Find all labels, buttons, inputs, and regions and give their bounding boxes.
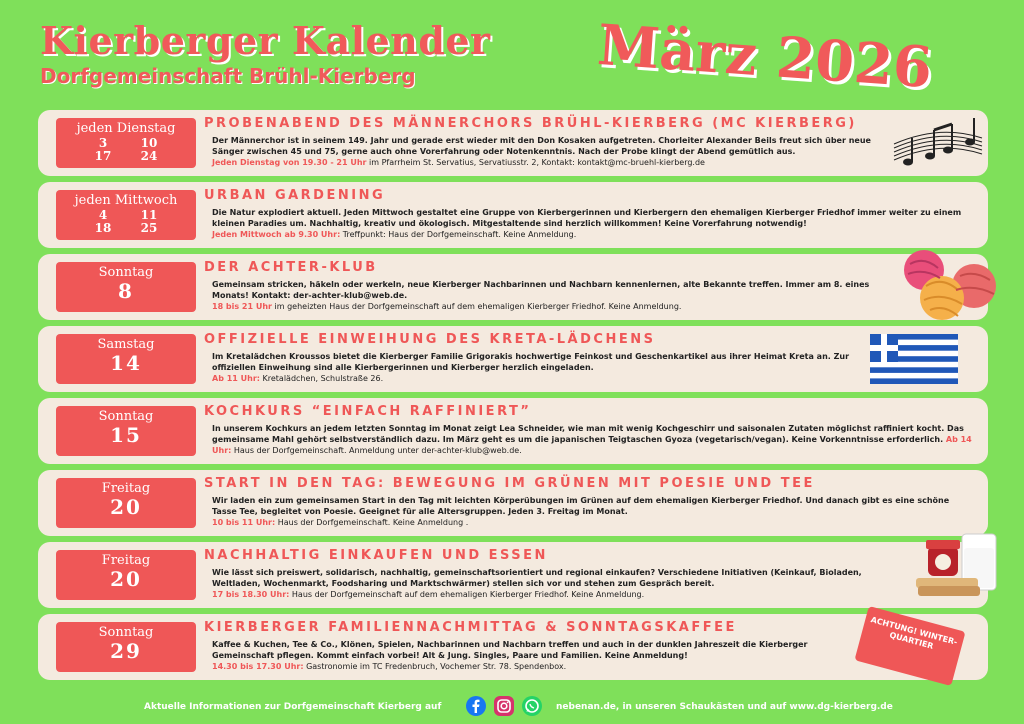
event-info: Gastronomie im TC Fredenbruch, Vochemer Str. 78. Spendenbox.	[303, 662, 567, 671]
event-title: URBAN GARDENING	[204, 188, 386, 203]
event-card	[38, 254, 988, 320]
event-day: 20	[110, 495, 142, 519]
event-description: Wie lässt sich preiswert, solidarisch, nachhaltig, gemeinschaftsorientiert und regional einkaufen? Verschiedene Initiativen (Keinkauf, Bioladen, Weltladen, Wochenmarkt, Foodsharing und Marktschwärmer) stellen sich vor und stehen zum Gespräch bereit.	[212, 568, 862, 588]
event-time: Jeden Mittwoch ab 9.30 Uhr:	[212, 230, 341, 239]
event-title: KIERBERGER FAMILIENNACHMITTAG & SONNTAGSKAFFEE	[204, 620, 737, 635]
event-title: DER ACHTER-KLUB	[204, 260, 378, 275]
event-body	[212, 351, 892, 384]
event-list	[38, 110, 988, 686]
event-description: In unserem Kochkurs an jedem letzten Sonntag im Monat zeigt Lea Schneider, wie man mit wenig Kochgeschirr und saisonalen Zutaten möglichst raffiniert kocht. Das gemeinsame Mahl gehört selbstverständlich dazu. Im März geht es um die japanischen Teigtaschen Gyoza (vegetarisch/vegan). Keine Vorkenntnisse erforderlich.	[212, 424, 964, 444]
event-date-grid	[56, 208, 196, 235]
event-info: im Pfarrheim St. Servatius, Servatiusstr. 2, Kontakt: kontakt@mc-bruehl-kierberg.de	[366, 158, 705, 167]
event-date-label: Sonntag	[98, 625, 154, 640]
event-title: KOCHKURS “EINFACH RAFFINIERT”	[204, 404, 532, 419]
event-date-label: Samstag	[97, 337, 155, 352]
event-date-box	[56, 334, 196, 384]
event-card	[38, 614, 988, 680]
instagram-icon[interactable]	[494, 696, 514, 716]
event-time: 17 bis 18.30 Uhr:	[212, 590, 290, 599]
event-date-value: 4	[98, 208, 108, 222]
yarn-balls-icon	[896, 246, 1000, 326]
event-date-grid	[56, 136, 196, 163]
event-date-box	[56, 118, 196, 168]
event-date-label: Sonntag	[98, 409, 154, 424]
footer-text-left: Aktuelle Informationen zur Dorfgemeinschaft Kierberg auf	[144, 702, 442, 712]
event-description: Im Kretalädchen Kroussos bietet die Kierberger Familie Grigorakis hochwertige Feinkost und Geschenkartikel aus ihrer Heimat Kreta an. Zur offiziellen Einweihung sind alle Kierbergerinnen und Kierberger herzlich eingeladen.	[212, 352, 850, 372]
event-date-label: Freitag	[101, 553, 151, 568]
month-title: März 2026	[595, 12, 935, 102]
whatsapp-icon[interactable]	[522, 696, 542, 716]
event-description: Wir laden ein zum gemeinsamen Start in den Tag mit leichten Körperübungen im Grünen auf dem ehemaligen Kierberger Friedhof. Und danach gibt es eine schöne Tasse Tee, begleitet von Poesie. Geeignet für alle Altersgruppen. Jeden 3. Freitag im Monat.	[212, 496, 950, 516]
event-date-box	[56, 478, 196, 528]
event-description: Der Männerchor ist in seinem 149. Jahr und gerade erst wieder mit den Don Kosaken aufgetreten. Chorleiter Alexander Beils freut sich über neue Sänger zwischen 45 und 75, gerne auch ohne Vorerfahrung oder Notenkenntnis. Nach der Probe klingt der Abend gemütlich aus.	[212, 136, 871, 156]
event-title: NACHHALTIG EINKAUFEN UND ESSEN	[204, 548, 548, 563]
footer	[0, 696, 1024, 720]
event-card	[38, 470, 988, 536]
event-body	[212, 279, 892, 312]
event-date-value: 18	[94, 221, 112, 235]
event-date-label: Freitag	[101, 481, 151, 496]
event-title: START IN DEN TAG: BEWEGUNG IM GRÜNEN MIT POESIE UND TEE	[204, 476, 815, 491]
event-body	[212, 207, 972, 240]
event-date-label: jeden Mittwoch	[74, 193, 178, 208]
event-date-box	[56, 550, 196, 600]
event-info: im geheizten Haus der Dorfgemeinschaft auf dem ehemaligen Kierberger Friedhof. Keine Anmeldung.	[272, 302, 682, 311]
event-date-box	[56, 262, 196, 312]
event-time: Jeden Dienstag von 19.30 - 21 Uhr	[212, 158, 367, 167]
event-date-value: 24	[140, 149, 158, 163]
event-card	[38, 182, 988, 248]
event-info: Kretalädchen, Schulstraße 26.	[259, 374, 384, 383]
event-date-box	[56, 622, 196, 672]
event-day: 29	[110, 639, 142, 663]
event-body	[212, 135, 892, 168]
event-date-label: jeden Dienstag	[76, 121, 176, 136]
event-card	[38, 542, 988, 608]
facebook-icon[interactable]	[466, 696, 486, 716]
jam-bread-milk-icon	[910, 526, 1006, 606]
event-date-label: Sonntag	[98, 265, 154, 280]
greek-flag-icon	[870, 334, 958, 384]
event-description: Kaffee & Kuchen, Tee & Co., Klönen, Spielen, Nachbarinnen und Nachbarn treffen und auch in der dunklen Jahreszeit die Kierberger Gemeinschaft pflegen. Kommt einfach vorbei! Alt & Jung. Singles, Paare und Familien. Keine Anmeldung!	[212, 640, 808, 660]
event-body	[212, 639, 852, 672]
event-card	[38, 110, 988, 176]
event-info: Haus der Dorfgemeinschaft. Keine Anmeldung .	[275, 518, 469, 527]
event-title: PROBENABEND DES MÄNNERCHORS BRÜHL-KIERBERG (MC KIERBERG)	[204, 116, 857, 131]
event-day: 14	[110, 351, 142, 375]
event-day: 20	[110, 567, 142, 591]
event-time: 10 bis 11 Uhr:	[212, 518, 276, 527]
calendar-title: Kierberger Kalender	[40, 18, 491, 63]
event-date-value: 11	[140, 208, 158, 222]
event-date-value: 25	[140, 221, 158, 235]
event-date-value: 17	[94, 149, 112, 163]
event-body	[212, 423, 982, 456]
event-info: Treffpunkt: Haus der Dorfgemeinschaft. Keine Anmeldung.	[340, 230, 577, 239]
event-date-box	[56, 406, 196, 456]
event-date-value: 3	[98, 136, 108, 150]
event-description: Gemeinsam stricken, häkeln oder werkeln, neue Kierberger Nachbarinnen und Nachbarn kennenlernen, alte Bekannte treffen. Immer am 8. eines Monats! Kontakt: der-achter-klub@web.de.	[212, 280, 870, 300]
footer-text-right: nebenan.de, in unseren Schaukästen und auf www.dg-kierberg.de	[556, 702, 893, 712]
event-date-box	[56, 190, 196, 240]
calendar-subtitle: Dorfgemeinschaft Brühl-Kierberg	[40, 64, 416, 88]
event-body	[212, 495, 972, 528]
event-time: Ab 14 Uhr:	[212, 435, 972, 455]
event-day: 8	[118, 279, 134, 303]
event-title: OFFIZIELLE EINWEIHUNG DES KRETA-LÄDCHENS	[204, 332, 656, 347]
event-time: Ab 11 Uhr:	[212, 374, 260, 383]
event-description: Die Natur explodiert aktuell. Jeden Mittwoch gestaltet eine Gruppe von Kierbergerinnen und Kierbergern den ehemaligen Kierberger Friedhof immer weiter zu einem kleinen Paradies um. Nachhaltig, kreativ und ökologisch. Mitgestaltende sind herzlich willkommen! Keine Vorerfahrung notwendig!	[212, 208, 962, 228]
event-info: Haus der Dorfgemeinschaft. Anmeldung unter der-achter-klub@web.de.	[231, 446, 522, 455]
badge-text: ACHTUNG! WINTER- QUARTIER	[869, 615, 959, 651]
event-body	[212, 567, 912, 600]
event-card	[38, 398, 988, 464]
event-date-value: 10	[140, 136, 158, 150]
event-card	[38, 326, 988, 392]
music-notes-icon	[890, 114, 986, 172]
event-day: 15	[110, 423, 142, 447]
event-time: 18 bis 21 Uhr	[212, 302, 272, 311]
event-time: 14.30 bis 17.30 Uhr:	[212, 662, 304, 671]
event-info: Haus der Dorfgemeinschaft auf dem ehemaligen Kierberger Friedhof. Keine Anmeldung.	[289, 590, 645, 599]
